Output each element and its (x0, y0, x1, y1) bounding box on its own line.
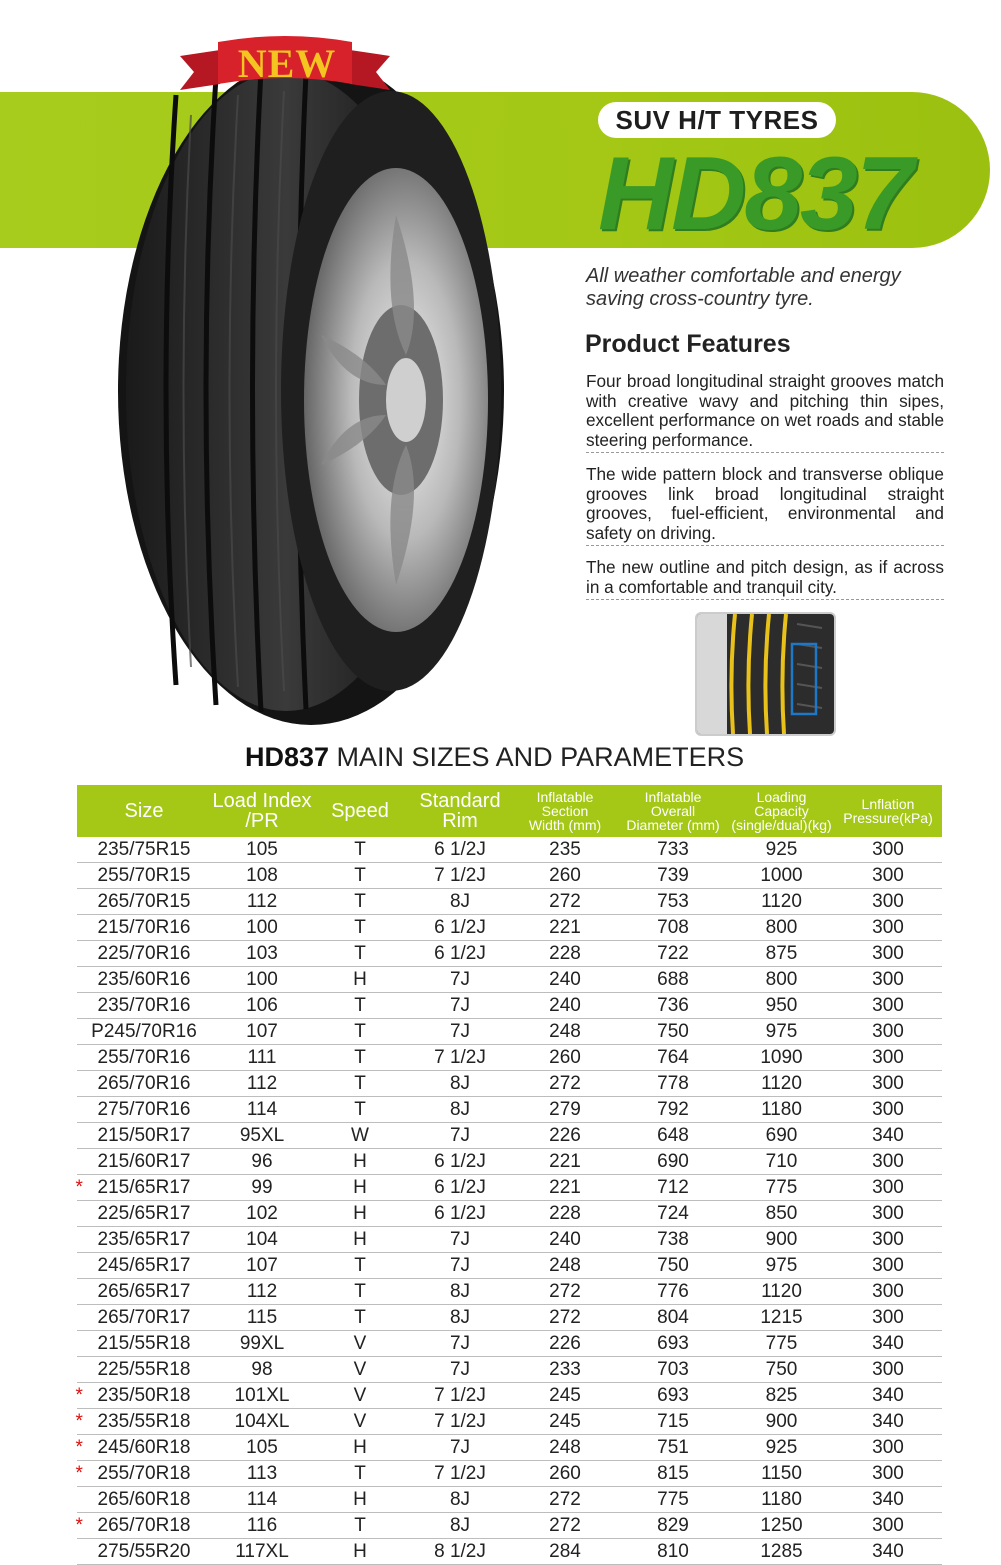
cell-diameter: 751 (617, 1435, 729, 1461)
table-row (77, 1227, 942, 1253)
cell-rim: 8J (407, 1097, 513, 1123)
cell-width: 284 (513, 1539, 617, 1565)
table-row (77, 1149, 942, 1175)
cell-capacity: 1120 (729, 1071, 834, 1097)
table-row (77, 837, 942, 863)
cell-speed: H (313, 1149, 407, 1175)
cell-speed: T (313, 1461, 407, 1487)
cell-width: 272 (513, 1487, 617, 1513)
cell-speed: V (313, 1331, 407, 1357)
cell-capacity: 1180 (729, 1487, 834, 1513)
cell-load: 99 (211, 1175, 313, 1201)
cell-capacity: 1120 (729, 1279, 834, 1305)
cell-load: 107 (211, 1253, 313, 1279)
cell-speed: T (313, 915, 407, 941)
cell-rim: 7J (407, 1435, 513, 1461)
cell-capacity: 825 (729, 1383, 834, 1409)
cell-speed: V (313, 1409, 407, 1435)
cell-speed: T (313, 1513, 407, 1539)
cell-diameter: 703 (617, 1357, 729, 1383)
cell-width: 233 (513, 1357, 617, 1383)
cell-diameter: 764 (617, 1045, 729, 1071)
cell-rim: 7 1/2J (407, 1409, 513, 1435)
cell-rim: 7 1/2J (407, 1461, 513, 1487)
cell-capacity: 1250 (729, 1513, 834, 1539)
cell-pressure: 300 (834, 1279, 942, 1305)
cell-capacity: 800 (729, 967, 834, 993)
cell-width: 245 (513, 1383, 617, 1409)
cell-diameter: 733 (617, 837, 729, 863)
cell-speed: T (313, 1045, 407, 1071)
cell-size: * 235/55R18 (77, 1409, 211, 1435)
cell-diameter: 724 (617, 1201, 729, 1227)
cell-load: 95XL (211, 1123, 313, 1149)
cell-size: 225/65R17 (77, 1201, 211, 1227)
header-size: Size (77, 785, 211, 837)
cell-speed: W (313, 1123, 407, 1149)
feature-item: The wide pattern block and transverse oblique grooves link broad longitudinal straight grooves, fuel-efficient, environmental and safety on driving. (586, 465, 944, 546)
highlight-star-icon: * (75, 1436, 83, 1458)
cell-capacity: 1285 (729, 1539, 834, 1565)
cell-load: 99XL (211, 1331, 313, 1357)
cell-rim: 8J (407, 1305, 513, 1331)
cell-capacity: 975 (729, 1019, 834, 1045)
cell-width: 235 (513, 837, 617, 863)
highlight-star-icon: * (75, 1176, 83, 1198)
cell-load: 98 (211, 1357, 313, 1383)
cell-speed: T (313, 1253, 407, 1279)
cell-size: P245/70R16 (77, 1019, 211, 1045)
cell-rim: 7J (407, 1019, 513, 1045)
cell-rim: 6 1/2J (407, 837, 513, 863)
cell-width: 248 (513, 1435, 617, 1461)
cell-load: 100 (211, 967, 313, 993)
header-loading-capacity: Loading Capacity (single/dual)(kg) (729, 785, 834, 837)
cell-capacity: 775 (729, 1331, 834, 1357)
table-row (77, 1383, 942, 1409)
cell-load: 111 (211, 1045, 313, 1071)
cell-size: 245/65R17 (77, 1253, 211, 1279)
cell-diameter: 722 (617, 941, 729, 967)
table-row (77, 941, 942, 967)
cell-width: 279 (513, 1097, 617, 1123)
cell-size: 225/55R18 (77, 1357, 211, 1383)
cell-rim: 6 1/2J (407, 1149, 513, 1175)
cell-diameter: 750 (617, 1019, 729, 1045)
cell-rim: 8J (407, 1071, 513, 1097)
cell-speed: T (313, 889, 407, 915)
cell-diameter: 776 (617, 1279, 729, 1305)
cell-speed: T (313, 1279, 407, 1305)
table-row (77, 1461, 942, 1487)
cell-width: 248 (513, 1253, 617, 1279)
cell-load: 114 (211, 1097, 313, 1123)
cell-rim: 7 1/2J (407, 1383, 513, 1409)
cell-capacity: 1180 (729, 1097, 834, 1123)
cell-capacity: 875 (729, 941, 834, 967)
cell-load: 104XL (211, 1409, 313, 1435)
table-row (77, 889, 942, 915)
cell-diameter: 792 (617, 1097, 729, 1123)
cell-pressure: 300 (834, 967, 942, 993)
cell-width: 240 (513, 967, 617, 993)
cell-size: 235/65R17 (77, 1227, 211, 1253)
cell-capacity: 1215 (729, 1305, 834, 1331)
cell-pressure: 300 (834, 1175, 942, 1201)
cell-width: 272 (513, 889, 617, 915)
table-row (77, 1409, 942, 1435)
cell-size: 235/75R15 (77, 837, 211, 863)
cell-rim: 8J (407, 889, 513, 915)
cell-size: 265/70R15 (77, 889, 211, 915)
cell-rim: 8J (407, 1513, 513, 1539)
cell-rim: 8J (407, 1279, 513, 1305)
cell-width: 248 (513, 1019, 617, 1045)
cell-capacity: 775 (729, 1175, 834, 1201)
cell-speed: H (313, 1487, 407, 1513)
cell-size: * 265/70R18 (77, 1513, 211, 1539)
cell-speed: T (313, 1071, 407, 1097)
cell-capacity: 900 (729, 1409, 834, 1435)
highlight-star-icon: * (75, 1514, 83, 1536)
cell-size: 255/70R15 (77, 863, 211, 889)
cell-rim: 7J (407, 1253, 513, 1279)
cell-diameter: 648 (617, 1123, 729, 1149)
cell-diameter: 712 (617, 1175, 729, 1201)
cell-diameter: 750 (617, 1253, 729, 1279)
cell-pressure: 340 (834, 1331, 942, 1357)
header-overall-diameter: Inflatable Overall Diameter (mm) (617, 785, 729, 837)
cell-speed: H (313, 1435, 407, 1461)
cell-size: 265/60R18 (77, 1487, 211, 1513)
cell-capacity: 1150 (729, 1461, 834, 1487)
cell-rim: 7 1/2J (407, 1045, 513, 1071)
table-row (77, 915, 942, 941)
cell-rim: 8 1/2J (407, 1539, 513, 1565)
cell-capacity: 750 (729, 1357, 834, 1383)
table-title: HD837 MAIN SIZES AND PARAMETERS (245, 742, 745, 772)
cell-load: 105 (211, 837, 313, 863)
cell-width: 240 (513, 1227, 617, 1253)
cell-speed: T (313, 1097, 407, 1123)
cell-load: 116 (211, 1513, 313, 1539)
cell-speed: V (313, 1357, 407, 1383)
table-header-row (77, 785, 942, 837)
cell-width: 260 (513, 1045, 617, 1071)
cell-capacity: 1000 (729, 863, 834, 889)
cell-pressure: 300 (834, 1097, 942, 1123)
cell-size: 235/60R16 (77, 967, 211, 993)
cell-rim: 6 1/2J (407, 1201, 513, 1227)
cell-size: 255/70R16 (77, 1045, 211, 1071)
cell-size: 275/55R20 (77, 1539, 211, 1565)
feature-item: The new outline and pitch design, as if across in a comfortable and tranquil city. (586, 558, 944, 600)
cell-load: 96 (211, 1149, 313, 1175)
header-rim: Standard Rim (407, 785, 513, 837)
cell-pressure: 300 (834, 1071, 942, 1097)
cell-capacity: 710 (729, 1149, 834, 1175)
cell-size: 215/50R17 (77, 1123, 211, 1149)
cell-pressure: 300 (834, 889, 942, 915)
cell-rim: 6 1/2J (407, 915, 513, 941)
cell-width: 226 (513, 1123, 617, 1149)
table-row (77, 863, 942, 889)
table-row (77, 1539, 942, 1565)
cell-diameter: 810 (617, 1539, 729, 1565)
cell-size: 275/70R16 (77, 1097, 211, 1123)
cell-capacity: 925 (729, 837, 834, 863)
cell-pressure: 300 (834, 993, 942, 1019)
cell-pressure: 300 (834, 1305, 942, 1331)
header-section-width: Inflatable Section Width (mm) (513, 785, 617, 837)
cell-rim: 8J (407, 1487, 513, 1513)
cell-diameter: 738 (617, 1227, 729, 1253)
cell-load: 112 (211, 1071, 313, 1097)
cell-rim: 7J (407, 993, 513, 1019)
cell-load: 114 (211, 1487, 313, 1513)
cell-diameter: 693 (617, 1331, 729, 1357)
cell-size: 235/70R16 (77, 993, 211, 1019)
cell-pressure: 300 (834, 1513, 942, 1539)
cell-pressure: 300 (834, 1045, 942, 1071)
cell-width: 240 (513, 993, 617, 1019)
cell-pressure: 300 (834, 915, 942, 941)
cell-load: 112 (211, 1279, 313, 1305)
cell-speed: T (313, 993, 407, 1019)
cell-pressure: 300 (834, 1019, 942, 1045)
cell-pressure: 300 (834, 1149, 942, 1175)
cell-load: 115 (211, 1305, 313, 1331)
cell-width: 272 (513, 1513, 617, 1539)
cell-load: 105 (211, 1435, 313, 1461)
cell-width: 228 (513, 1201, 617, 1227)
cell-size: * 245/60R18 (77, 1435, 211, 1461)
features-title: Product Features (585, 330, 791, 358)
cell-diameter: 690 (617, 1149, 729, 1175)
cell-diameter: 815 (617, 1461, 729, 1487)
cell-pressure: 340 (834, 1487, 942, 1513)
cell-capacity: 925 (729, 1435, 834, 1461)
model-title: HD837 (598, 136, 912, 252)
cell-load: 101XL (211, 1383, 313, 1409)
cell-width: 272 (513, 1305, 617, 1331)
cell-speed: H (313, 1227, 407, 1253)
parameters-table (77, 785, 942, 1565)
table-row (77, 1175, 942, 1201)
table-row (77, 1045, 942, 1071)
highlight-star-icon: * (75, 1462, 83, 1484)
cell-rim: 7J (407, 1227, 513, 1253)
table-row (77, 1487, 942, 1513)
cell-diameter: 804 (617, 1305, 729, 1331)
cell-load: 107 (211, 1019, 313, 1045)
header-inflation-pressure: Lnflation Pressure(kPa) (834, 785, 942, 837)
cell-pressure: 300 (834, 1253, 942, 1279)
cell-capacity: 690 (729, 1123, 834, 1149)
cell-diameter: 736 (617, 993, 729, 1019)
cell-load: 102 (211, 1201, 313, 1227)
cell-diameter: 688 (617, 967, 729, 993)
header-load-index: Load Index /PR (211, 785, 313, 837)
table-row (77, 1357, 942, 1383)
cell-size: * 255/70R18 (77, 1461, 211, 1487)
cell-diameter: 775 (617, 1487, 729, 1513)
cell-pressure: 300 (834, 1227, 942, 1253)
cell-size: 265/70R16 (77, 1071, 211, 1097)
cell-speed: V (313, 1383, 407, 1409)
feature-item: Four broad longitudinal straight grooves match with creative wavy and pitching thin sipes, excellent performance on wet roads and stable steering performance. (586, 372, 944, 453)
cell-capacity: 1120 (729, 889, 834, 915)
cell-diameter: 753 (617, 889, 729, 915)
cell-capacity: 800 (729, 915, 834, 941)
cell-rim: 7J (407, 967, 513, 993)
cell-pressure: 340 (834, 1123, 942, 1149)
cell-load: 112 (211, 889, 313, 915)
cell-size: 265/70R17 (77, 1305, 211, 1331)
cell-size: 215/55R18 (77, 1331, 211, 1357)
cell-size: 215/60R17 (77, 1149, 211, 1175)
table-row (77, 967, 942, 993)
header-speed: Speed (313, 785, 407, 837)
cell-diameter: 829 (617, 1513, 729, 1539)
cell-speed: T (313, 1305, 407, 1331)
table-row (77, 1019, 942, 1045)
cell-diameter: 739 (617, 863, 729, 889)
table-row (77, 1071, 942, 1097)
cell-load: 113 (211, 1461, 313, 1487)
cell-rim: 7J (407, 1331, 513, 1357)
cell-width: 272 (513, 1071, 617, 1097)
cell-width: 260 (513, 863, 617, 889)
cell-size: 225/70R16 (77, 941, 211, 967)
new-label: NEW (237, 41, 337, 86)
cell-capacity: 850 (729, 1201, 834, 1227)
table-row (77, 1253, 942, 1279)
cell-speed: T (313, 837, 407, 863)
tread-pattern-image (695, 612, 836, 736)
cell-speed: H (313, 967, 407, 993)
cell-width: 221 (513, 915, 617, 941)
highlight-star-icon: * (75, 1410, 83, 1432)
cell-rim: 6 1/2J (407, 941, 513, 967)
cell-width: 245 (513, 1409, 617, 1435)
cell-width: 228 (513, 941, 617, 967)
cell-pressure: 340 (834, 1409, 942, 1435)
cell-size: 265/65R17 (77, 1279, 211, 1305)
cell-pressure: 300 (834, 1435, 942, 1461)
table-row (77, 1435, 942, 1461)
highlight-star-icon: * (75, 1384, 83, 1406)
cell-rim: 6 1/2J (407, 1175, 513, 1201)
cell-diameter: 778 (617, 1071, 729, 1097)
cell-pressure: 340 (834, 1383, 942, 1409)
tagline: All weather comfortable and energy saving cross-country tyre. (586, 265, 901, 310)
table-row (77, 1513, 942, 1539)
cell-diameter: 708 (617, 915, 729, 941)
cell-size: 215/70R16 (77, 915, 211, 941)
table-row (77, 1305, 942, 1331)
cell-pressure: 300 (834, 1201, 942, 1227)
cell-pressure: 300 (834, 863, 942, 889)
table-row (77, 1201, 942, 1227)
cell-load: 100 (211, 915, 313, 941)
cell-speed: T (313, 941, 407, 967)
cell-width: 260 (513, 1461, 617, 1487)
cell-rim: 7J (407, 1357, 513, 1383)
cell-pressure: 300 (834, 1461, 942, 1487)
cell-size: * 235/50R18 (77, 1383, 211, 1409)
cell-rim: 7 1/2J (407, 863, 513, 889)
cell-width: 272 (513, 1279, 617, 1305)
table-row (77, 993, 942, 1019)
category-badge: SUV H/T TYRES (598, 102, 836, 138)
cell-load: 104 (211, 1227, 313, 1253)
cell-width: 221 (513, 1175, 617, 1201)
cell-load: 108 (211, 863, 313, 889)
cell-capacity: 1090 (729, 1045, 834, 1071)
cell-speed: T (313, 863, 407, 889)
cell-diameter: 693 (617, 1383, 729, 1409)
features-list (586, 372, 944, 600)
table-row (77, 1279, 942, 1305)
cell-load: 103 (211, 941, 313, 967)
cell-pressure: 300 (834, 837, 942, 863)
cell-speed: H (313, 1539, 407, 1565)
cell-load: 106 (211, 993, 313, 1019)
cell-pressure: 340 (834, 1539, 942, 1565)
cell-size: * 215/65R17 (77, 1175, 211, 1201)
tyre-image (96, 55, 504, 727)
cell-load: 117XL (211, 1539, 313, 1565)
table-row (77, 1097, 942, 1123)
cell-capacity: 975 (729, 1253, 834, 1279)
cell-speed: T (313, 1019, 407, 1045)
cell-pressure: 300 (834, 1357, 942, 1383)
cell-rim: 7J (407, 1123, 513, 1149)
cell-capacity: 900 (729, 1227, 834, 1253)
cell-diameter: 715 (617, 1409, 729, 1435)
table-row (77, 1123, 942, 1149)
cell-pressure: 300 (834, 941, 942, 967)
cell-speed: H (313, 1175, 407, 1201)
cell-width: 226 (513, 1331, 617, 1357)
cell-width: 221 (513, 1149, 617, 1175)
cell-speed: H (313, 1201, 407, 1227)
cell-capacity: 950 (729, 993, 834, 1019)
table-row (77, 1331, 942, 1357)
